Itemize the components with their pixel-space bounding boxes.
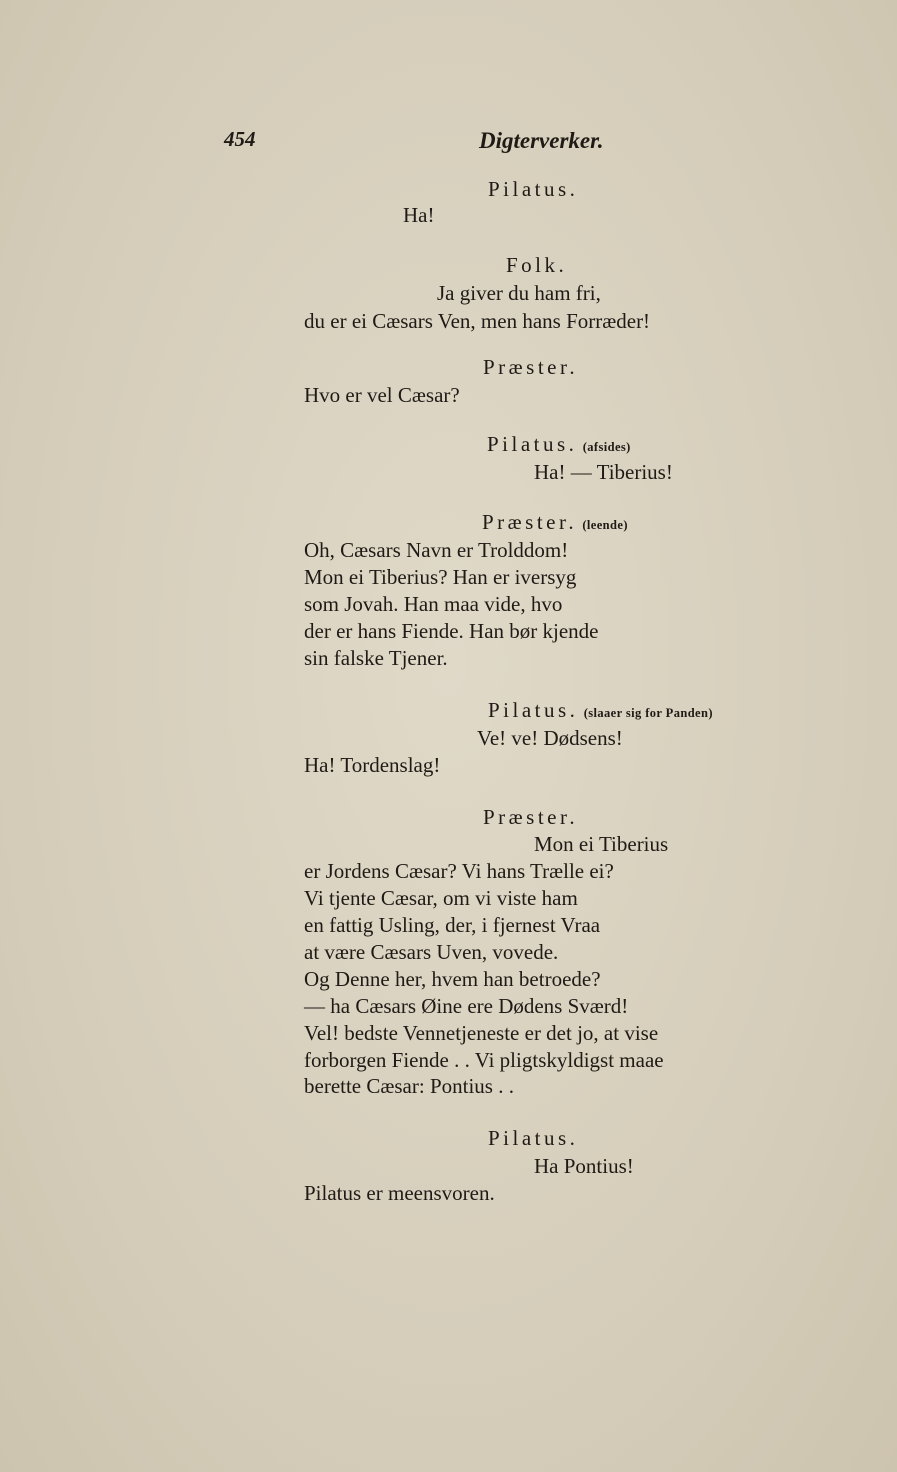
- speaker-name: Pilatus.: [488, 1126, 579, 1150]
- verse-line: Hvo er vel Cæsar?: [304, 383, 460, 407]
- verse-line: Vel! bedste Vennetjeneste er det jo, at vise: [304, 1021, 659, 1045]
- verse-line: sin falske Tjener.: [304, 646, 448, 670]
- page-number: 454: [224, 127, 256, 151]
- stage-direction: (slaaer sig for Panden): [583, 706, 713, 720]
- stage-direction: (afsides): [582, 440, 631, 454]
- speaker-name: Præster.: [483, 805, 579, 829]
- verse-line: at være Cæsars Uven, vovede.: [304, 940, 559, 964]
- verse-line: en fattig Usling, der, i fjernest Vraa: [304, 913, 601, 937]
- running-title: Digterverker.: [479, 128, 604, 153]
- verse-line: Pilatus er meensvoren.: [304, 1181, 495, 1205]
- verse-line: — ha Cæsars Øine ere Dødens Sværd!: [304, 994, 629, 1018]
- stage-direction: (leende): [582, 518, 628, 532]
- verse-line: Ha!: [403, 203, 435, 227]
- verse-line: der er hans Fiende. Han bør kjende: [304, 619, 599, 643]
- verse-line: er Jordens Cæsar? Vi hans Trælle ei?: [304, 859, 614, 883]
- verse-line: berette Cæsar: Pontius . .: [304, 1074, 514, 1098]
- verse-line: Ha! Tordenslag!: [304, 753, 441, 777]
- speaker-name: Præster.: [482, 510, 578, 534]
- verse-line: Mon ei Tiberius: [534, 832, 669, 856]
- verse-line: Oh, Cæsars Navn er Trolddom!: [304, 538, 569, 562]
- verse-line: du er ei Cæsars Ven, men hans Forræder!: [304, 309, 651, 333]
- speaker-name: Folk.: [506, 253, 568, 277]
- speaker-name: Pilatus.: [488, 177, 579, 201]
- verse-line: Vi tjente Cæsar, om vi viste ham: [304, 886, 578, 910]
- speaker-line: [488, 700, 713, 721]
- verse-line: forborgen Fiende . . Vi pligtskyldigst maae: [304, 1048, 664, 1072]
- verse-line: som Jovah. Han maa vide, hvo: [304, 592, 563, 616]
- speaker-name: Pilatus.: [487, 432, 578, 456]
- verse-line: Og Denne her, hvem han betroede?: [304, 967, 601, 991]
- verse-line: Ha Pontius!: [534, 1154, 634, 1178]
- verse-line: Ja giver du ham fri,: [437, 281, 601, 305]
- speaker-name: Pilatus.: [488, 698, 579, 722]
- verse-line: Ve! ve! Dødsens!: [477, 726, 623, 750]
- speaker-name: Præster.: [483, 355, 579, 379]
- speaker-line: [482, 512, 628, 533]
- verse-line: Ha! — Tiberius!: [534, 460, 673, 484]
- verse-line: Mon ei Tiberius? Han er iversyg: [304, 565, 577, 589]
- speaker-line: [487, 434, 631, 455]
